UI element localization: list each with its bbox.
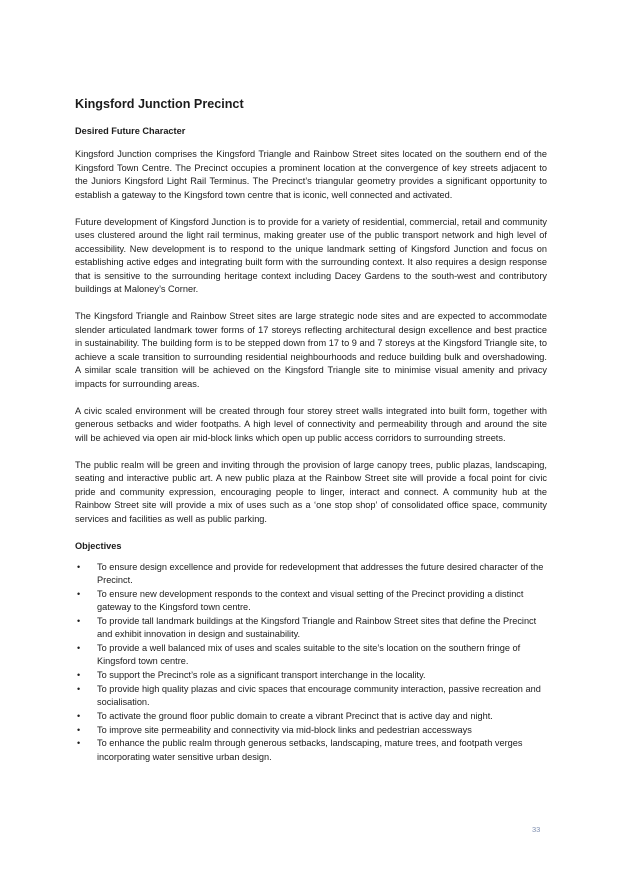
objective-text: To ensure design excellence and provide for redevelopment that addresses the future desired character of the Precinct. <box>97 562 544 586</box>
objective-item <box>75 683 547 709</box>
document-page <box>75 96 547 764</box>
bullet-icon: • <box>77 738 81 749</box>
objectives-list <box>75 561 547 764</box>
objective-text: To ensure new development responds to the context and visual setting of the Precinct providing a distinct gateway to the Kingsford town centre. <box>97 589 524 613</box>
desired-future-character-heading: Desired Future Character <box>75 126 186 136</box>
bullet-icon: • <box>77 562 81 572</box>
objective-text: To enhance the public realm through generous setbacks, landscaping, mature trees, and footpath verges incorporating water sensitive urban design. <box>97 738 523 762</box>
paragraph-future-development: Future development of Kingsford Junction is to provide for a variety of residential, commercial, retail and community uses clustered around the light rail terminus, making greater use of the public transport network and high level of accessibility. New development is to respond to the unique landmark setting of Kingsford Junction and focus on establishing active edges and integrating built form with the surrounding context. It also requires a design response that is sensitive to the surrounding heritage context including Dacey Gardens to the south-west and contributory buildings at Maloney’s Corner. <box>75 216 547 294</box>
bullet-icon: • <box>77 683 81 694</box>
objective-item <box>75 724 547 737</box>
bullet-icon: • <box>77 589 81 599</box>
paragraph-strategic-sites: The Kingsford Triangle and Rainbow Street sites are large strategic node sites and are expected to accommodate slender articulated landmark tower forms of 17 storeys reflecting architectural design excellence and best practice in sustainability. The building form is to be stepped down from 17 to 9 and 7 storeys at the Kingsford Triangle site, to achieve a scale transition to surrounding residential neighbourhoods and reduce building bulk and overshadowing. A similar scale transition will be achieved on the Kingsford Triangle site to minimise visual amenity and privacy impacts for surrounding areas. <box>75 311 547 389</box>
objective-item <box>75 588 547 614</box>
bullet-icon: • <box>77 710 81 721</box>
paragraph-intro: Kingsford Junction comprises the Kingsford Triangle and Rainbow Street sites located on the southern end of the Kingsford Town Centre. The Precinct occupies a prominent location at the convergence of key streets adjacent to the Juniors Kingsford Light Rail Terminus. The Precinct’s triangular geometry provides a significant opportunity to establish a gateway to the Kingsford town centre that is iconic, well connected and activated. <box>75 149 547 200</box>
objectives-heading: Objectives <box>75 541 122 551</box>
bullet-icon: • <box>77 670 81 680</box>
objective-text: To improve site permeability and connectivity via mid-block links and pedestrian accessways <box>97 724 472 735</box>
objective-text: To provide tall landmark buildings at the Kingsford Triangle and Rainbow Street sites that define the Precinct and exhibit innovation in design and sustainability. <box>97 616 537 640</box>
objective-text: To support the Precinct’s role as a significant transport interchange in the locality. <box>97 670 426 680</box>
precinct-title: Kingsford Junction Precinct <box>75 97 244 111</box>
objective-item <box>75 710 547 723</box>
objective-item <box>75 642 547 668</box>
paragraph-civic-environment: A civic scaled environment will be created through four storey street walls integrated into built form, together with generous setbacks and wider footpaths. A high level of connectivity and permeability through and around the site will be achieved via open air mid-block links which open up public access corridors to surrounding streets. <box>75 405 547 443</box>
paragraph-public-realm: The public realm will be green and inviting through the provision of large canopy trees, public plazas, landscaping, seating and interactive public art. A new public plaza at the Rainbow Street site will provide a focal point for civic pride and community expression, encouraging people to linger, interact and connect. A community hub at the Rainbow Street site will provide a mix of uses such as a ‘one stop shop’ of consolidated office space, community services and facilities as well as public parking. <box>75 459 547 524</box>
objective-item <box>75 561 547 587</box>
objective-item <box>75 669 547 682</box>
objective-text: To provide a well balanced mix of uses and scales suitable to the site’s location on the southern fringe of Kingsford town centre. <box>97 643 521 667</box>
objective-text: To activate the ground floor public domain to create a vibrant Precinct that is active day and night. <box>97 710 493 721</box>
bullet-icon: • <box>77 643 81 653</box>
bullet-icon: • <box>77 724 81 735</box>
bullet-icon: • <box>77 616 81 626</box>
page-number: 33 <box>532 825 541 834</box>
objective-item <box>75 737 547 763</box>
objective-item <box>75 615 547 641</box>
objective-text: To provide high quality plazas and civic spaces that encourage community interaction, passive recreation and socialisation. <box>97 683 541 707</box>
